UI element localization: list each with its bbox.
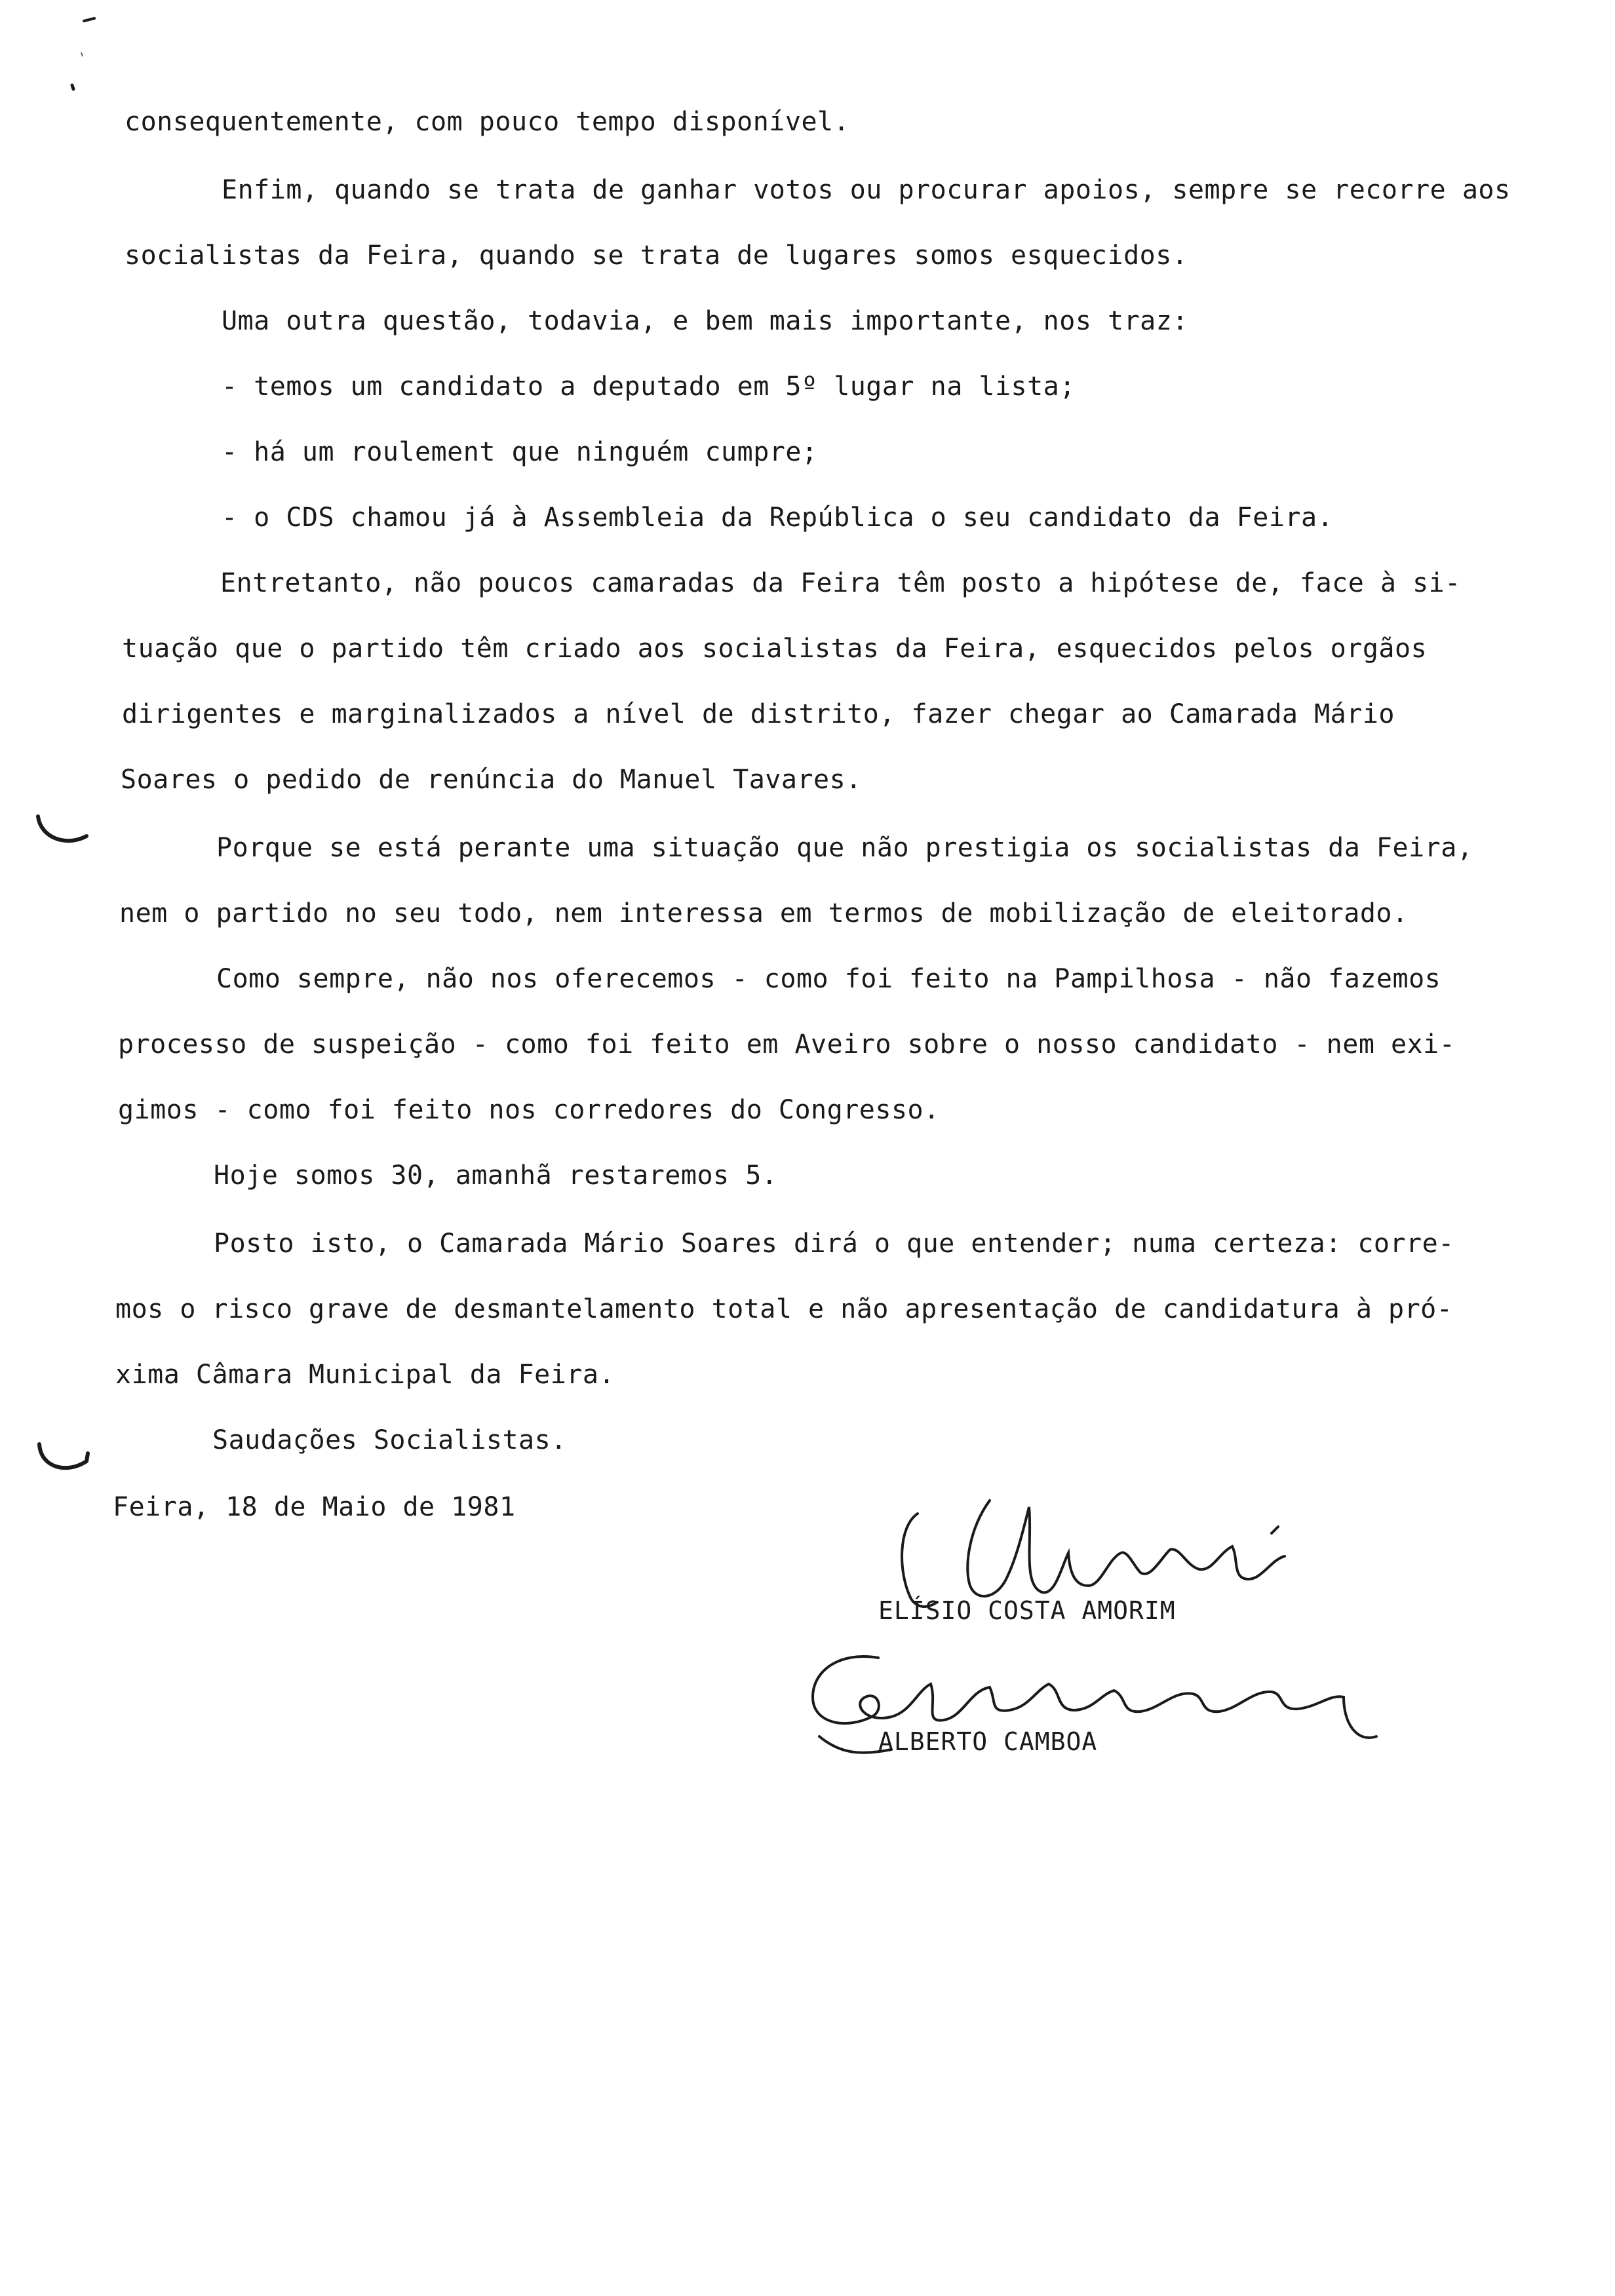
text-line: processo de suspeição - como foi feito em Aveiro sobre o nosso candidato - nem exi- xyxy=(118,1029,1456,1060)
signatory-name-2: ALBERTO CAMBOA xyxy=(878,1727,1098,1756)
text-line: tuação que o partido têm criado aos socialistas da Feira, esquecidos pelos orgãos xyxy=(122,634,1428,664)
margin-mark-top xyxy=(66,13,105,98)
text-line: dirigentes e marginalizados a nível de distrito, fazer chegar ao Camarada Mário xyxy=(122,699,1395,729)
text-line: Soares o pedido de renúncia do Manuel Tavares. xyxy=(121,765,862,795)
text-line: - há um roulement que ninguém cumpre; xyxy=(222,437,818,467)
margin-punch-mark-1 xyxy=(33,811,92,851)
text-line: Hoje somos 30, amanhã restaremos 5. xyxy=(214,1160,778,1191)
margin-punch-mark-2 xyxy=(34,1435,93,1481)
handwritten-signature-1 xyxy=(891,1487,1311,1638)
text-line: Uma outra questão, todavia, e bem mais importante, nos traz: xyxy=(222,306,1188,336)
text-line: Porque se está perante uma situação que não prestigia os socialistas da Feira, xyxy=(216,833,1473,863)
text-line: nem o partido no seu todo, nem interessa em termos de mobilização de eleitorado. xyxy=(119,898,1409,928)
text-line: socialistas da Feira, quando se trata de lugares somos esquecidos. xyxy=(125,240,1188,271)
text-line: Entretanto, não poucos camaradas da Feira têm posto a hipótese de, face à si- xyxy=(220,568,1461,598)
text-line: consequentemente, com pouco tempo disponível. xyxy=(125,107,850,137)
text-line: mos o risco grave de desmantelamento total e não apresentação de candidatura à pró- xyxy=(115,1294,1453,1324)
signatory-name-1: ELÍSIO COSTA AMORIM xyxy=(878,1596,1176,1625)
date-line: Feira, 18 de Maio de 1981 xyxy=(113,1492,516,1522)
text-line: - temos um candidato a deputado em 5º lugar na lista; xyxy=(222,372,1076,402)
handwritten-signature-2 xyxy=(800,1638,1390,1763)
text-line: Enfim, quando se trata de ganhar votos ou procurar apoios, sempre se recorre aos xyxy=(222,175,1511,205)
text-line: gimos - como foi feito nos corredores do Congresso. xyxy=(118,1095,940,1125)
text-line: xima Câmara Municipal da Feira. xyxy=(115,1360,615,1390)
text-line: Posto isto, o Camarada Mário Soares dirá o que entender; numa certeza: corre- xyxy=(214,1229,1454,1259)
text-line: Como sempre, não nos oferecemos - como foi feito na Pampilhosa - não fazemos xyxy=(216,964,1441,994)
text-line: Saudações Socialistas. xyxy=(212,1425,567,1455)
text-line: - o CDS chamou já à Assembleia da República o seu candidato da Feira. xyxy=(222,503,1334,533)
